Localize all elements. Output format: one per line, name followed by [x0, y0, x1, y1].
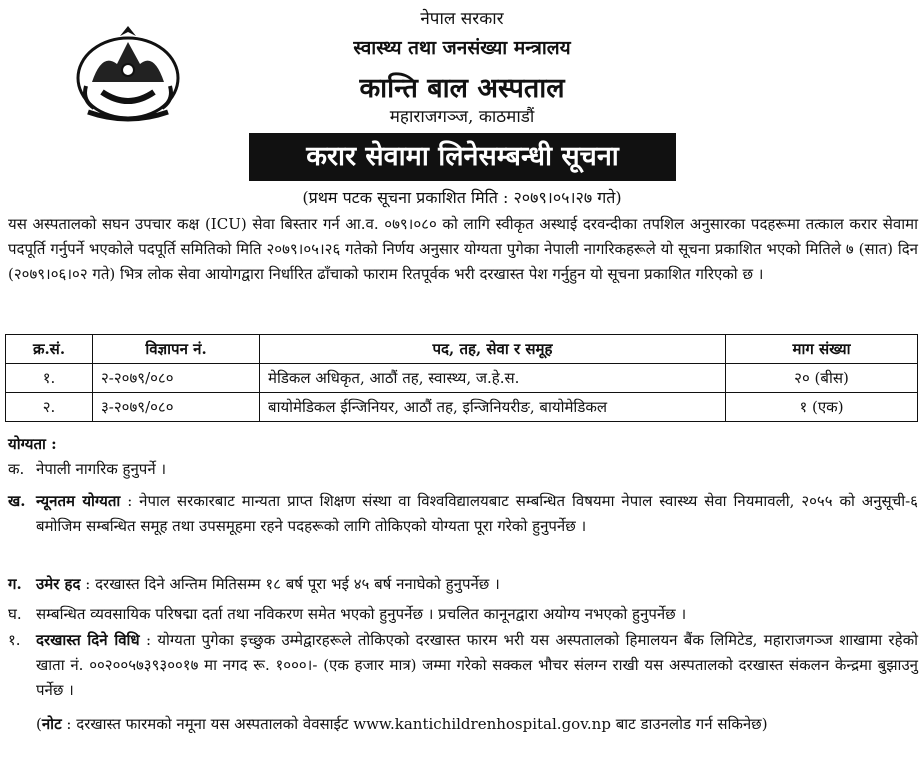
- item-label: न्यूनतम योग्यता: [36, 492, 121, 510]
- item-text: : योग्यता पुगेका इच्छुक उम्मेद्वारहरूले तोकिएको दरखास्त फारम भरी यस अस्पतालको हिमालयन बैंक लिमिटेड, महाराजगञ्ज शाखामा रहेको खाता नं. ००२००५७३९३००१७ मा नगद रू. १०००।- (एक हजार मात्र) जम्मा गरेको सक्कल भौचर संलग्न राखी यस अस्पतालको दरखास्त संकलन केन्द्रमा बुझाउनु पर्नेछ ।: [36, 631, 918, 699]
- column-header: पद, तह, सेवा र समूह: [260, 335, 726, 364]
- item-text: : नेपाल सरकारबाट मान्यता प्राप्त शिक्षण संस्था वा विश्वविद्यालयबाट सम्बन्धित विषयमा नेपाल स्वास्थ्य सेवा नियमावली, २०५५ को अनुसूची-६ बमोजिम सम्बन्धित समूह तथा उपसमूहमा रहने पदहरूको लागि तोकिएको योग्यता पूरा गरेको हुनुपर्नेछ ।: [36, 492, 918, 535]
- hospital-address: महाराजगञ्ज, काठमाडौं: [389, 107, 535, 127]
- table-cell: २-२०७९/०८०: [93, 364, 260, 393]
- application-method: [8, 628, 918, 708]
- item-text: सम्बन्धित व्यवसायिक परिषद्मा दर्ता तथा नविकरण समेत भएको हुनुपर्नेछ । प्रचलित कानूनद्वारा अयोग्य नभएको हुनुपर्नेछ ।: [36, 605, 687, 623]
- published-date: (प्रथम पटक सूचना प्रकाशित मिति : २०७९।०५।२७ गते): [302, 188, 622, 207]
- item-number: ग.: [8, 575, 22, 593]
- table-cell: मेडिकल अधिकृत, आठौं तह, स्वास्थ्य, ज.हे.स.: [260, 364, 726, 393]
- government-name: नेपाल सरकार: [420, 9, 504, 29]
- note-text: : दरखास्त फारमको नमूना यस अस्पतालको वेवसाईट www.kantichildrenhospital.gov.np बाट डाउनलोड गर्न सकिनेछ): [66, 715, 768, 733]
- eligibility-item: [8, 457, 918, 482]
- table-cell: १.: [6, 364, 93, 393]
- vacancy-table: [5, 334, 918, 422]
- column-header: माग संख्या: [726, 335, 918, 364]
- item-label: उमेर हद: [36, 575, 81, 593]
- item-label: दरखास्त दिने विधि: [36, 631, 140, 649]
- table-row: [6, 393, 918, 422]
- table-row: [6, 364, 918, 393]
- note-label: नोट: [41, 715, 62, 733]
- table-cell: २० (बीस): [726, 364, 918, 393]
- column-header: विज्ञापन नं.: [93, 335, 260, 364]
- intro-paragraph: यस अस्पतालको सघन उपचार कक्ष (ICU) सेवा बिस्तार गर्न आ.व. ०७९।०८० को लागि स्वीकृत अस्थाई दरवन्दीका तपशिल अनुसारका पदहरूमा तत्काल करार सेवामा पदपूर्ति गर्नुपर्ने भएकोले पदपूर्ति समितिको मिति २०७९।०५।२६ गतेको निर्णय अनुसार योग्यता पुगेका नेपाली नागरिकहरूले यो सूचना प्रकाशित भएको मितिले ७ (सात) दिन (२०७९।०६।०२ गते) भित्र लोक सेवा आयोगद्वारा निर्धारित ढाँचाको फाराम रितपूर्वक भरी दरखास्त पेश गर्नुहुन यो सूचना प्रकाशित गरिएको छ ।: [8, 215, 918, 283]
- table-cell: बायोमेडिकल ईन्जिनियर, आठौं तह, इन्जिनियरीङ, बायोमेडिकल: [260, 393, 726, 422]
- item-text: नेपाली नागरिक हुनुपर्ने ।: [36, 460, 167, 478]
- ministry-name: स्वास्थ्य तथा जनसंख्या मन्त्रालय: [353, 37, 571, 59]
- eligibility-item: [8, 572, 918, 597]
- application-note: (नोट : दरखास्त फारमको नमूना यस अस्पतालको वेवसाईट www.kantichildrenhospital.gov.np बाट डाउनलोड गर्न सकिनेछ): [36, 715, 768, 733]
- item-number: घ.: [8, 605, 22, 623]
- eligibility-heading: योग्यता :: [8, 435, 57, 453]
- column-header: क्र.सं.: [6, 335, 93, 364]
- item-number: ख.: [8, 492, 26, 510]
- table-cell: २.: [6, 393, 93, 422]
- item-number: क.: [8, 460, 25, 478]
- hospital-name: कान्ति बाल अस्पताल: [359, 73, 565, 104]
- eligibility-item: [8, 602, 918, 627]
- table-header-row: [6, 335, 918, 364]
- table-cell: १ (एक): [726, 393, 918, 422]
- item-text: : दरखास्त दिने अन्तिम मितिसम्म १८ बर्ष पूरा भई ४५ बर्ष ननाघेको हुनुपर्नेछ ।: [85, 575, 500, 593]
- notice-title-banner: करार सेवामा लिनेसम्बन्धी सूचना: [249, 133, 676, 181]
- eligibility-item: [8, 489, 918, 564]
- item-number: १.: [8, 631, 21, 649]
- table-cell: ३-२०७९/०८०: [93, 393, 260, 422]
